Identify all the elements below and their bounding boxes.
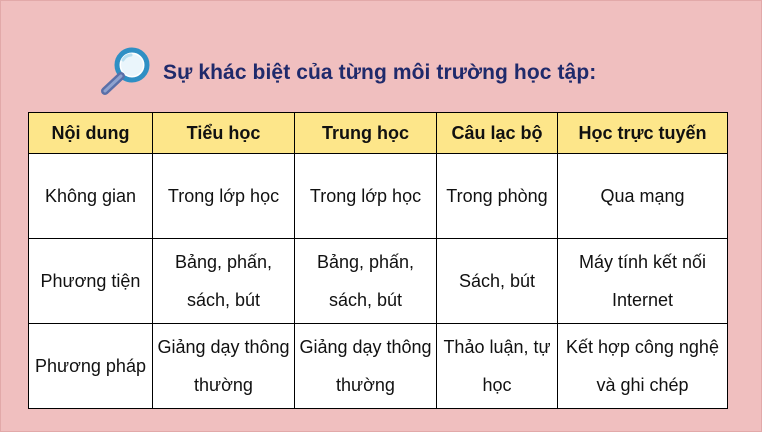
table-cell: Thảo luận, tự học <box>437 324 558 409</box>
table-cell: Bảng, phấn, sách, bút <box>295 239 437 324</box>
title-row <box>99 47 596 99</box>
table-cell: Qua mạng <box>558 154 728 239</box>
magnifying-glass-icon <box>99 45 163 102</box>
header-cell: Học trực tuyến <box>558 113 728 154</box>
table-cell: Máy tính kết nối Internet <box>558 239 728 324</box>
table-cell: Trong phòng <box>437 154 558 239</box>
table-row <box>29 239 728 324</box>
table-cell: Không gian <box>29 154 153 239</box>
page-title: Sự khác biệt của từng môi trường học tập: <box>163 61 597 84</box>
table-cell: Trong lớp học <box>153 154 295 239</box>
table-row <box>29 324 728 409</box>
header-cell: Nội dung <box>29 113 153 154</box>
table-cell: Giảng dạy thông thường <box>295 324 437 409</box>
table-row <box>29 154 728 239</box>
table-cell: Phương tiện <box>29 239 153 324</box>
table-cell: Kết hợp công nghệ và ghi chép <box>558 324 728 409</box>
header-cell: Tiểu học <box>153 113 295 154</box>
table-cell: Bảng, phấn, sách, bút <box>153 239 295 324</box>
comparison-table <box>28 112 728 409</box>
table-cell: Phương pháp <box>29 324 153 409</box>
table-cell: Sách, bút <box>437 239 558 324</box>
table-cell: Trong lớp học <box>295 154 437 239</box>
header-cell: Trung học <box>295 113 437 154</box>
table-header-row <box>29 113 728 154</box>
table-cell: Giảng dạy thông thường <box>153 324 295 409</box>
header-cell: Câu lạc bộ <box>437 113 558 154</box>
